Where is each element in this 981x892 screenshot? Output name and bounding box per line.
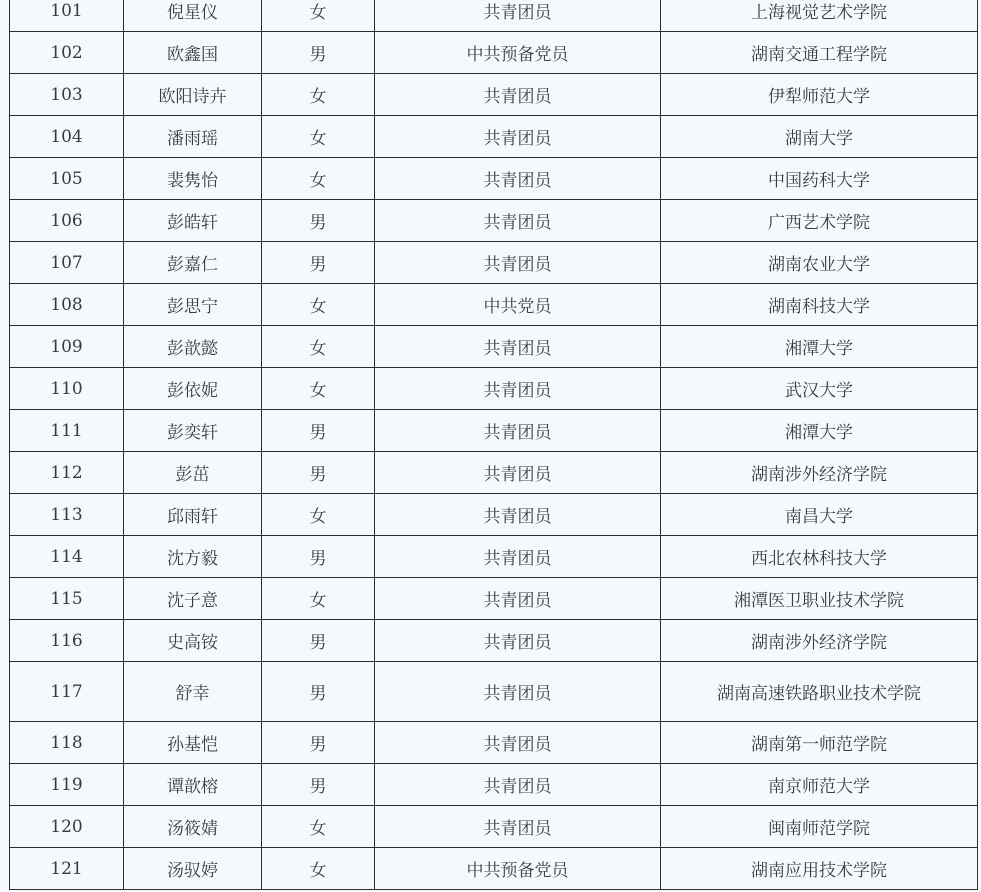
table-row [10, 32, 978, 74]
cell-number: 104 [10, 116, 124, 158]
cell-gender: 女 [262, 806, 375, 848]
table-row [10, 764, 978, 806]
cell-gender: 女 [262, 0, 375, 32]
cell-number: 105 [10, 158, 124, 200]
cell-political-status: 共青团员 [375, 536, 661, 578]
cell-school: 湖南涉外经济学院 [661, 452, 978, 494]
cell-school: 南京师范大学 [661, 764, 978, 806]
table-row [10, 242, 978, 284]
cell-number: 109 [10, 326, 124, 368]
cell-number: 108 [10, 284, 124, 326]
cell-political-status: 中共预备党员 [375, 32, 661, 74]
table-row [10, 662, 978, 722]
cell-political-status: 共青团员 [375, 722, 661, 764]
cell-political-status: 中共预备党员 [375, 848, 661, 890]
cell-gender: 男 [262, 242, 375, 284]
cell-political-status: 共青团员 [375, 494, 661, 536]
table-row [10, 620, 978, 662]
table-row [10, 494, 978, 536]
cell-political-status: 共青团员 [375, 578, 661, 620]
cell-name: 彭思宁 [124, 284, 262, 326]
cell-gender: 男 [262, 722, 375, 764]
cell-name: 邱雨轩 [124, 494, 262, 536]
cell-number: 121 [10, 848, 124, 890]
cell-name: 孙基恺 [124, 722, 262, 764]
cell-school: 湖南交通工程学院 [661, 32, 978, 74]
cell-name: 欧阳诗卉 [124, 74, 262, 116]
cell-political-status: 共青团员 [375, 662, 661, 722]
table-row [10, 806, 978, 848]
cell-gender: 男 [262, 32, 375, 74]
cell-gender: 男 [262, 620, 375, 662]
cell-gender: 女 [262, 578, 375, 620]
cell-school: 湖南高速铁路职业技术学院 [661, 662, 978, 722]
cell-political-status: 共青团员 [375, 764, 661, 806]
cell-school: 广西艺术学院 [661, 200, 978, 242]
table-row [10, 0, 978, 32]
cell-number: 112 [10, 452, 124, 494]
cell-name: 彭歆懿 [124, 326, 262, 368]
cell-political-status: 共青团员 [375, 158, 661, 200]
cell-school: 湖南农业大学 [661, 242, 978, 284]
student-roster-table [9, 0, 978, 890]
cell-gender: 男 [262, 764, 375, 806]
cell-political-status: 中共党员 [375, 284, 661, 326]
cell-gender: 女 [262, 848, 375, 890]
cell-name: 彭嘉仁 [124, 242, 262, 284]
cell-political-status: 共青团员 [375, 620, 661, 662]
cell-name: 汤筱婧 [124, 806, 262, 848]
cell-name: 史高铵 [124, 620, 262, 662]
cell-name: 彭皓轩 [124, 200, 262, 242]
cell-number: 115 [10, 578, 124, 620]
cell-political-status: 共青团员 [375, 200, 661, 242]
cell-number: 103 [10, 74, 124, 116]
cell-number: 102 [10, 32, 124, 74]
cell-gender: 男 [262, 410, 375, 452]
cell-number: 107 [10, 242, 124, 284]
roster-body [10, 0, 978, 890]
table-row [10, 284, 978, 326]
cell-school: 湖南应用技术学院 [661, 848, 978, 890]
cell-name: 沈子意 [124, 578, 262, 620]
table-row [10, 848, 978, 890]
cell-number: 111 [10, 410, 124, 452]
cell-name: 谭歆榕 [124, 764, 262, 806]
cell-school: 武汉大学 [661, 368, 978, 410]
cell-political-status: 共青团员 [375, 0, 661, 32]
cell-name: 欧鑫国 [124, 32, 262, 74]
table-row [10, 116, 978, 158]
cell-gender: 男 [262, 662, 375, 722]
cell-gender: 女 [262, 74, 375, 116]
cell-name: 倪星仪 [124, 0, 262, 32]
cell-name: 彭依妮 [124, 368, 262, 410]
cell-school: 西北农林科技大学 [661, 536, 978, 578]
cell-political-status: 共青团员 [375, 74, 661, 116]
cell-number: 117 [10, 662, 124, 722]
table-row [10, 158, 978, 200]
cell-name: 彭奕轩 [124, 410, 262, 452]
cell-number: 119 [10, 764, 124, 806]
cell-school: 南昌大学 [661, 494, 978, 536]
cell-number: 113 [10, 494, 124, 536]
cell-gender: 女 [262, 158, 375, 200]
cell-name: 裴隽怡 [124, 158, 262, 200]
cell-political-status: 共青团员 [375, 368, 661, 410]
cell-gender: 男 [262, 452, 375, 494]
cell-political-status: 共青团员 [375, 326, 661, 368]
cell-gender: 女 [262, 494, 375, 536]
cell-political-status: 共青团员 [375, 116, 661, 158]
table-row [10, 410, 978, 452]
cell-school: 湖南大学 [661, 116, 978, 158]
cell-name: 潘雨瑶 [124, 116, 262, 158]
cell-number: 101 [10, 0, 124, 32]
cell-number: 118 [10, 722, 124, 764]
cell-number: 114 [10, 536, 124, 578]
cell-gender: 女 [262, 368, 375, 410]
table-row [10, 200, 978, 242]
cell-name: 汤驭婷 [124, 848, 262, 890]
cell-political-status: 共青团员 [375, 806, 661, 848]
cell-gender: 女 [262, 116, 375, 158]
cell-gender: 男 [262, 536, 375, 578]
cell-school: 中国药科大学 [661, 158, 978, 200]
cell-school: 湖南科技大学 [661, 284, 978, 326]
cell-gender: 女 [262, 284, 375, 326]
cell-school: 伊犁师范大学 [661, 74, 978, 116]
cell-school: 湘潭大学 [661, 410, 978, 452]
cell-number: 116 [10, 620, 124, 662]
table-row [10, 74, 978, 116]
table-row [10, 368, 978, 410]
cell-political-status: 共青团员 [375, 410, 661, 452]
cell-political-status: 共青团员 [375, 242, 661, 284]
cell-number: 120 [10, 806, 124, 848]
cell-school: 上海视觉艺术学院 [661, 0, 978, 32]
cell-name: 彭茁 [124, 452, 262, 494]
table-row [10, 326, 978, 368]
cell-political-status: 共青团员 [375, 452, 661, 494]
table-row [10, 452, 978, 494]
cell-gender: 男 [262, 200, 375, 242]
cell-school: 湘潭大学 [661, 326, 978, 368]
table-row [10, 722, 978, 764]
cell-school: 湘潭医卫职业技术学院 [661, 578, 978, 620]
cell-number: 106 [10, 200, 124, 242]
table-row [10, 578, 978, 620]
cell-name: 沈方毅 [124, 536, 262, 578]
cell-school: 湖南涉外经济学院 [661, 620, 978, 662]
cell-gender: 女 [262, 326, 375, 368]
table-row [10, 536, 978, 578]
cell-name: 舒幸 [124, 662, 262, 722]
cell-school: 闽南师范学院 [661, 806, 978, 848]
cell-number: 110 [10, 368, 124, 410]
cell-school: 湖南第一师范学院 [661, 722, 978, 764]
